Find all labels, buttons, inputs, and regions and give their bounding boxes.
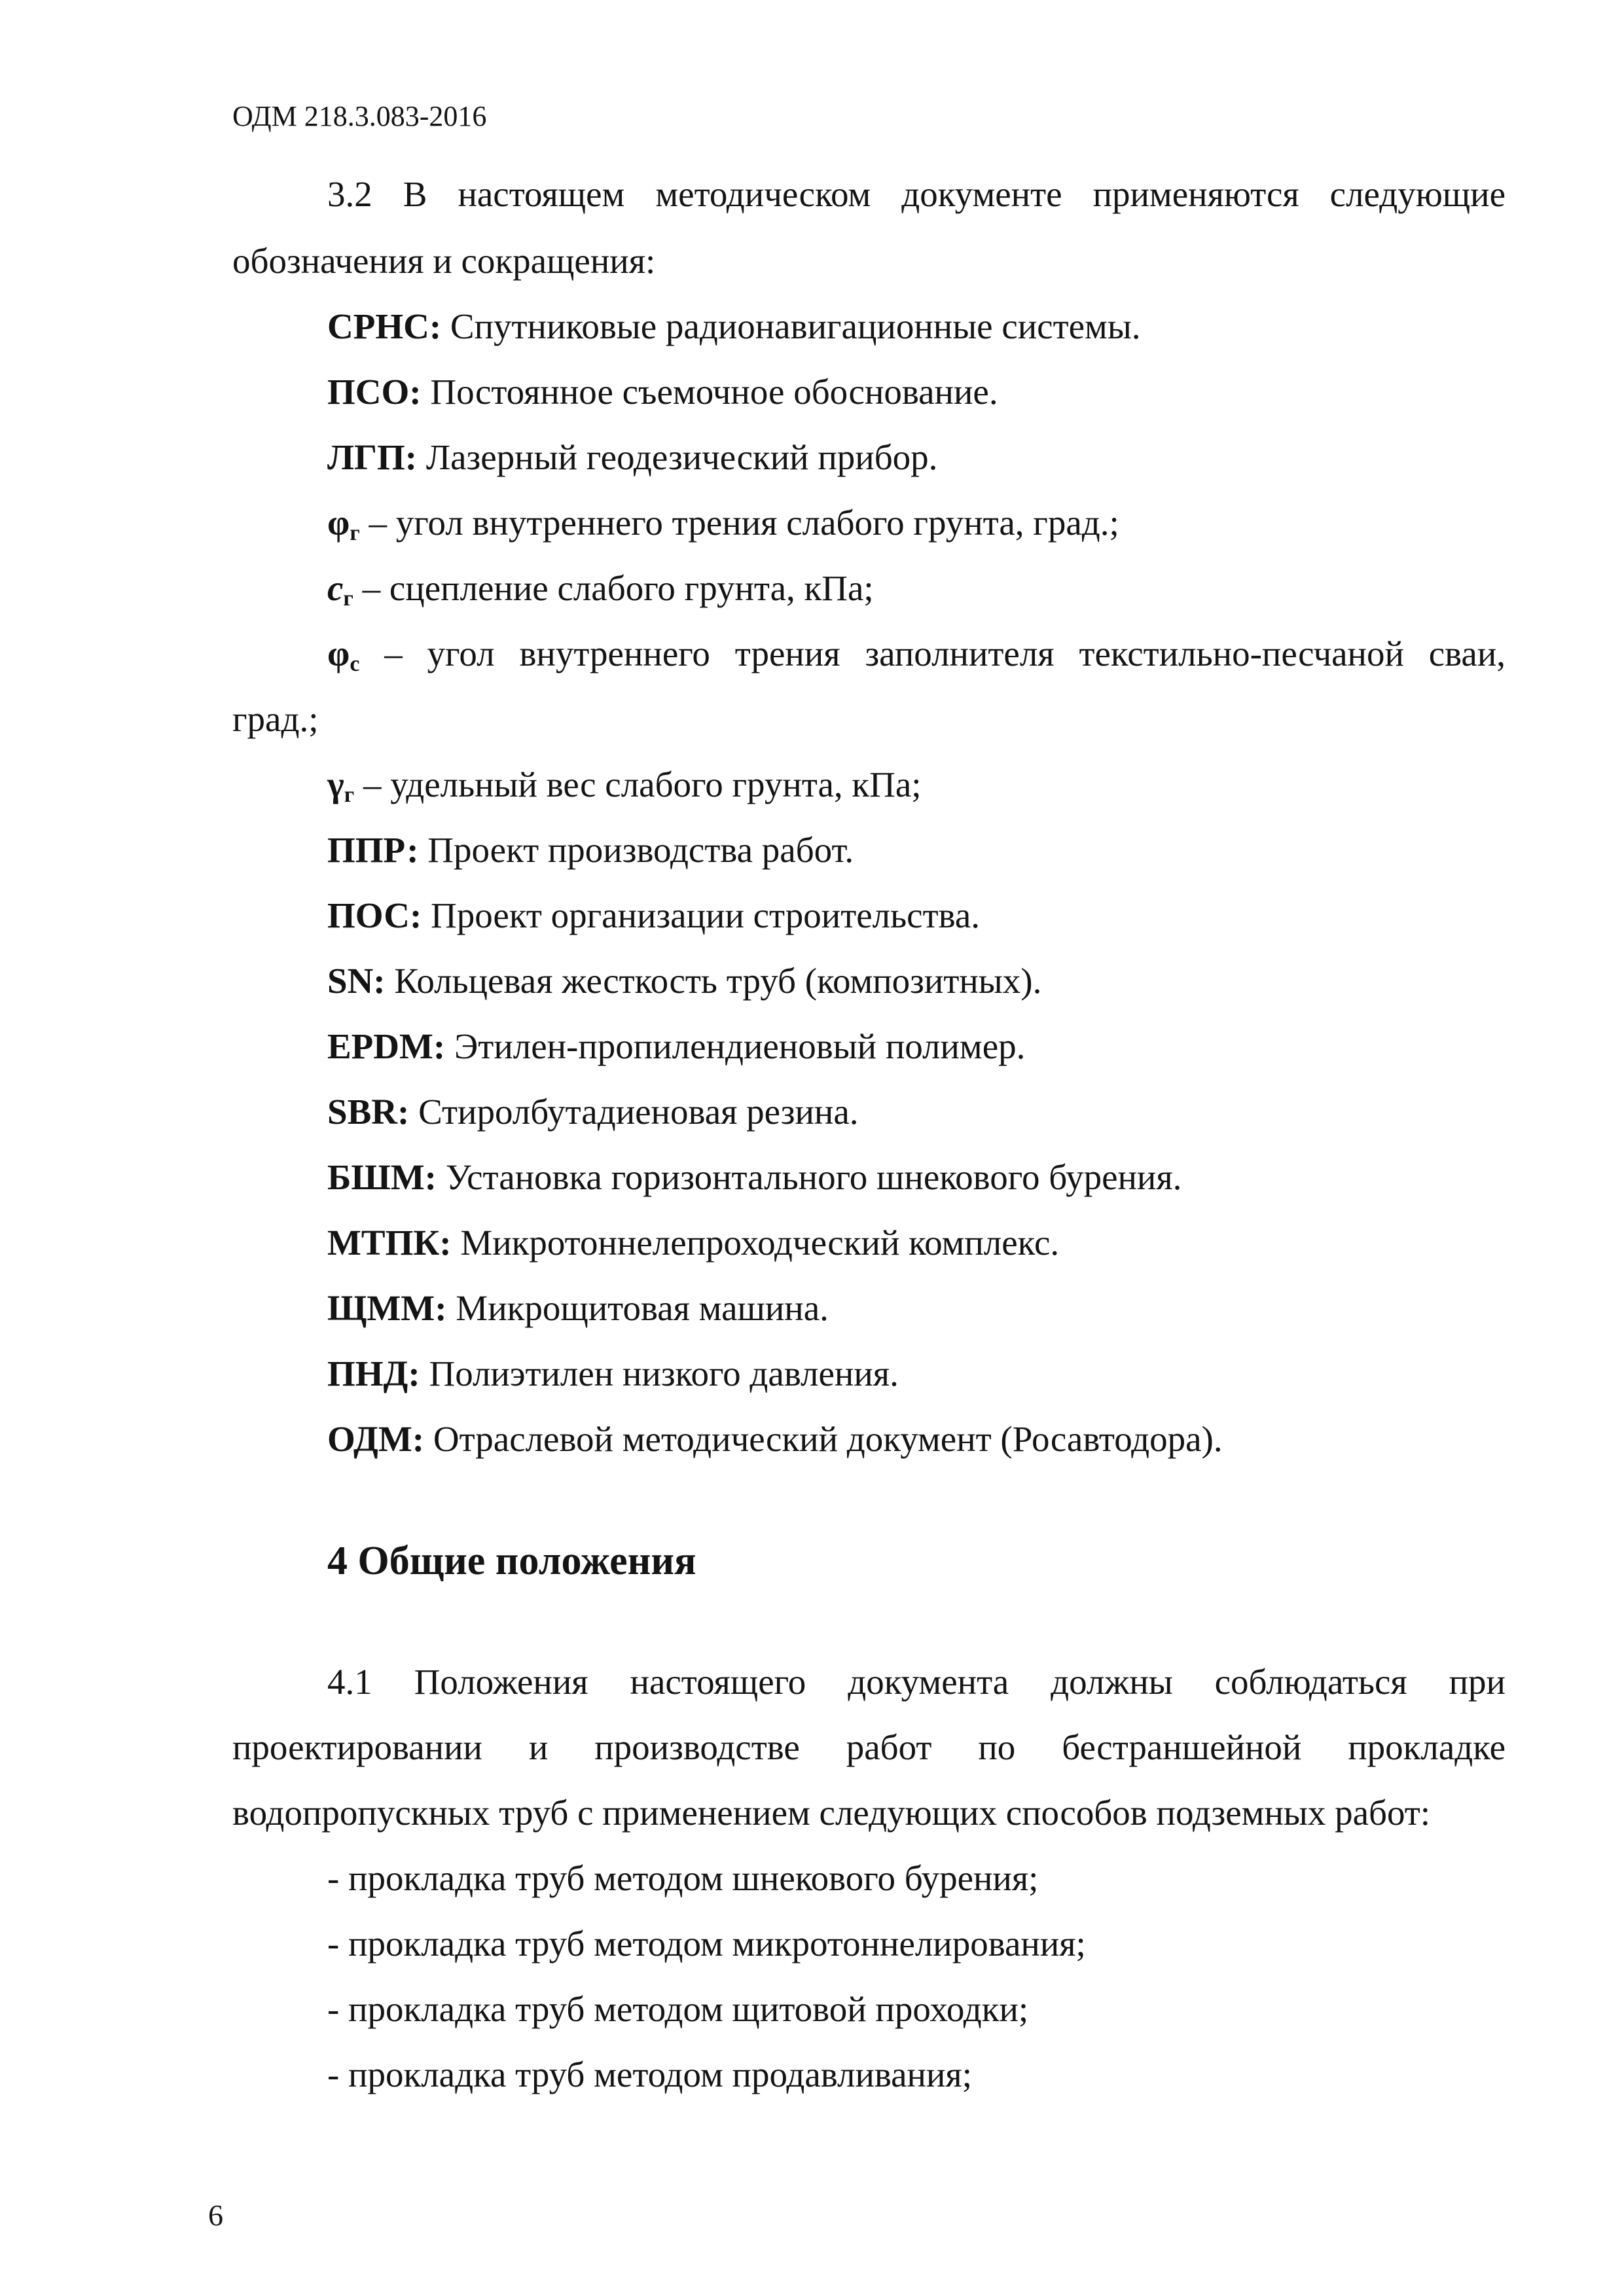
paragraph-4-1-line3: водопропускных труб с применением следующих способов подземных работ: <box>232 1793 1431 1833</box>
abbreviation-definition: Установка горизонтального шнекового бурения. <box>437 1157 1182 1197</box>
abbreviation-definition: Постоянное съемочное обоснование. <box>421 372 998 412</box>
abbreviation-definition: Этилен-пропилендиеновый полимер. <box>445 1026 1026 1066</box>
abbreviation-term: ПНД: <box>327 1354 420 1393</box>
symbol-subscript: с <box>350 652 360 676</box>
abbreviation-term: SN: <box>327 961 386 1001</box>
symbol-definition: – угол внутреннего трения слабого грунта, град.; <box>359 503 1119 543</box>
abbreviation-item <box>327 1089 859 1135</box>
symbol-subscript: г <box>343 586 353 611</box>
paragraph-4-1-line1: 4.1 Положения настоящего документа должны соблюдаться при <box>327 1662 1506 1702</box>
list-item: - прокладка труб методом микротоннелирования; <box>327 1924 1086 1964</box>
abbreviation-item <box>327 1285 829 1331</box>
symbol-subscript: г <box>350 521 360 545</box>
abbreviation-item <box>327 1351 899 1397</box>
section-3-2-intro-line1: 3.2 В настоящем методическом документе применяются следующие <box>327 174 1506 214</box>
abbreviation-item <box>327 827 854 873</box>
abbreviation-item <box>327 435 937 480</box>
abbreviation-definition: Спутниковые радионавигационные системы. <box>441 306 1141 346</box>
list-item: - прокладка труб методом щитовой проходки; <box>327 1989 1029 2029</box>
page-number: 6 <box>208 2198 223 2232</box>
abbreviation-item <box>327 304 1141 350</box>
symbol-definition: – угол внутреннего трения заполнителя текстильно-песчаной сваи, <box>359 634 1506 673</box>
abbreviation-term: МТПК: <box>327 1223 452 1263</box>
abbreviation-definition: Проект производства работ. <box>418 830 854 870</box>
abbreviation-item <box>327 1024 1025 1069</box>
abbreviation-term: СРНС: <box>327 306 442 346</box>
symbol-base: с <box>327 568 344 608</box>
abbreviation-item <box>327 369 998 415</box>
symbol-item <box>327 565 874 611</box>
symbol-c-g <box>327 568 353 611</box>
abbreviation-definition: Проект организации строительства. <box>422 895 981 935</box>
document-code-header: ОДМ 218.3.083-2016 <box>232 100 487 132</box>
abbreviation-term: EPDM: <box>327 1026 446 1066</box>
abbreviation-term: ЛГП: <box>327 437 418 477</box>
abbreviation-definition: Стиролбутадиеновая резина. <box>409 1092 859 1132</box>
section-4-heading: 4 Общие положения <box>327 1539 696 1583</box>
abbreviation-item <box>327 1155 1182 1200</box>
list-item: - прокладка труб методом шнекового бурения; <box>327 1858 1039 1898</box>
symbol-subscript: г <box>344 783 355 807</box>
abbreviation-item <box>327 1220 1059 1266</box>
abbreviation-term: ОДМ: <box>327 1419 425 1459</box>
abbreviation-term: ПСО: <box>327 372 422 412</box>
abbreviation-definition: Отраслевой методический документ (Росавтодора). <box>424 1419 1223 1459</box>
abbreviation-definition: Кольцевая жесткость труб (композитных). <box>385 961 1042 1001</box>
abbreviation-item <box>327 1416 1223 1462</box>
symbol-item <box>327 631 1506 677</box>
abbreviation-term: SBR: <box>327 1092 410 1132</box>
symbol-base: φ <box>327 634 350 673</box>
abbreviation-item <box>327 958 1041 1004</box>
abbreviation-definition: Полиэтилен низкого давления. <box>420 1354 899 1393</box>
paragraph-4-1-line2: проектировании и производстве работ по бестраншейной прокладке <box>232 1727 1506 1767</box>
abbreviation-definition: Микрощитовая машина. <box>446 1288 829 1328</box>
abbreviation-definition: Лазерный геодезический прибор. <box>417 437 938 477</box>
abbreviation-term: ППР: <box>327 830 419 870</box>
symbol-definition: – удельный вес слабого грунта, кПа; <box>354 764 922 804</box>
abbreviation-item <box>327 893 980 939</box>
symbol-base: γ <box>327 764 344 804</box>
section-3-2-intro-line2: обозначения и сокращения: <box>232 241 656 281</box>
symbol-item <box>327 762 922 808</box>
abbreviation-term: ЩММ: <box>327 1288 447 1328</box>
symbol-definition: – сцепление слабого грунта, кПа; <box>353 568 874 608</box>
symbol-phi-c <box>327 634 360 676</box>
symbol-phi-g <box>327 503 360 543</box>
symbol-base: φ <box>327 503 350 543</box>
abbreviation-term: ПОС: <box>327 895 422 935</box>
list-item: - прокладка труб методом продавливания; <box>327 2054 973 2094</box>
symbol-item <box>327 500 1119 546</box>
abbreviation-definition: Микротоннелепроходческий комплекс. <box>451 1223 1060 1263</box>
abbreviation-term: БШМ: <box>327 1157 437 1197</box>
symbol-definition-continuation: град.; <box>232 699 319 739</box>
symbol-gamma-g <box>327 764 355 807</box>
